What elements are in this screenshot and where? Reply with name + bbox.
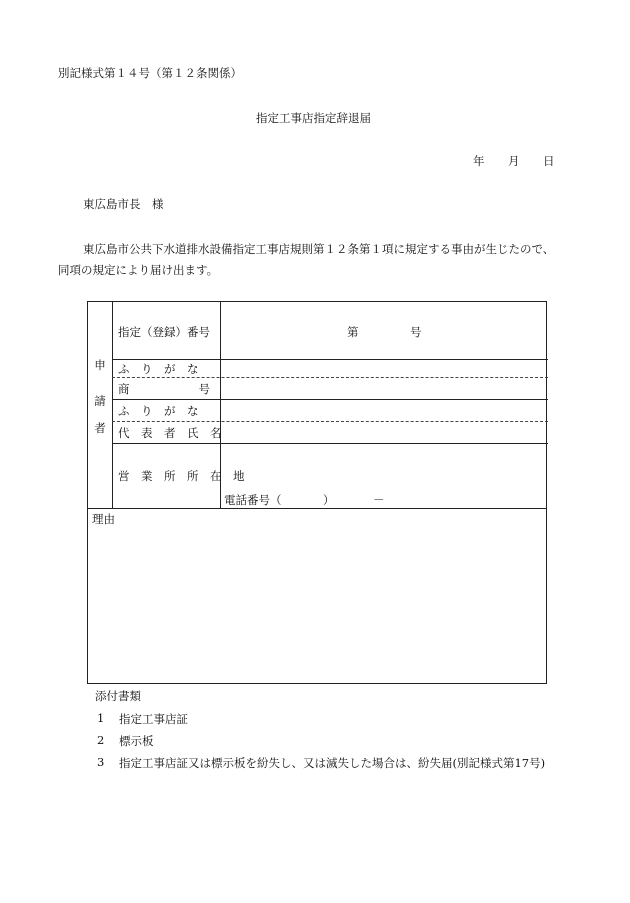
attachment-text: 指定工事店証 bbox=[119, 712, 188, 726]
phone-close-paren: ） bbox=[323, 493, 335, 507]
document-title: 指定工事店指定辞退届 bbox=[256, 111, 371, 125]
application-form-table bbox=[87, 301, 547, 684]
applicant-char: 者 bbox=[94, 421, 106, 435]
phone-number-label: 電話番号（ bbox=[224, 493, 282, 507]
reason-label: 理由 bbox=[92, 512, 115, 526]
furigana-divider bbox=[112, 377, 548, 378]
trade-name-label-part: 号 bbox=[198, 382, 210, 396]
phone-dash: － bbox=[373, 493, 385, 507]
applicant-label bbox=[92, 360, 108, 435]
registration-dai: 第 bbox=[347, 325, 359, 339]
representative-name-label: 代 表 者 氏 名 bbox=[118, 426, 222, 440]
attachment-text: 指定工事店証又は標示板を紛失し、又は滅失した場合は、紛失届(別記様式第17号) bbox=[119, 756, 546, 770]
reason-divider bbox=[88, 508, 546, 509]
attachment-number: 2 bbox=[97, 733, 105, 747]
furigana-label-representative: ふ り が な bbox=[118, 404, 199, 418]
row-divider bbox=[112, 443, 548, 444]
registration-number-label: 指定（登録）番号 bbox=[118, 325, 210, 339]
attachment-number: 1 bbox=[97, 711, 105, 725]
row-divider bbox=[112, 359, 548, 360]
furigana-divider bbox=[112, 421, 548, 422]
attachment-text: 標示板 bbox=[119, 734, 154, 748]
applicant-char: 請 bbox=[94, 393, 106, 408]
office-address-label: 営 業 所 所 在 地 bbox=[118, 469, 245, 483]
body-text-line-1: 東広島市公共下水道排水設備指定工事店規則第１２条第１項に規定する事由が生じたので、 bbox=[83, 242, 555, 256]
trade-name-label bbox=[118, 381, 210, 397]
date-year-label: 年 bbox=[473, 154, 485, 168]
applicant-char: 申 bbox=[94, 358, 106, 372]
registration-go: 号 bbox=[410, 325, 422, 339]
applicant-column-divider bbox=[112, 302, 113, 508]
date-month-label: 月 bbox=[508, 154, 520, 168]
date-day-label: 日 bbox=[543, 154, 555, 168]
trade-name-label-part: 商 bbox=[118, 382, 130, 396]
form-number: 別記様式第１４号（第１２条関係） bbox=[58, 66, 242, 80]
attachments-heading: 添付書類 bbox=[95, 689, 141, 703]
attachment-number: 3 bbox=[97, 755, 105, 769]
body-text-line-2: 同項の規定により届け出ます。 bbox=[58, 263, 219, 277]
row-divider bbox=[112, 399, 548, 400]
addressee: 東広島市長 様 bbox=[83, 197, 164, 211]
furigana-label-trade-name: ふ り が な bbox=[118, 362, 199, 376]
